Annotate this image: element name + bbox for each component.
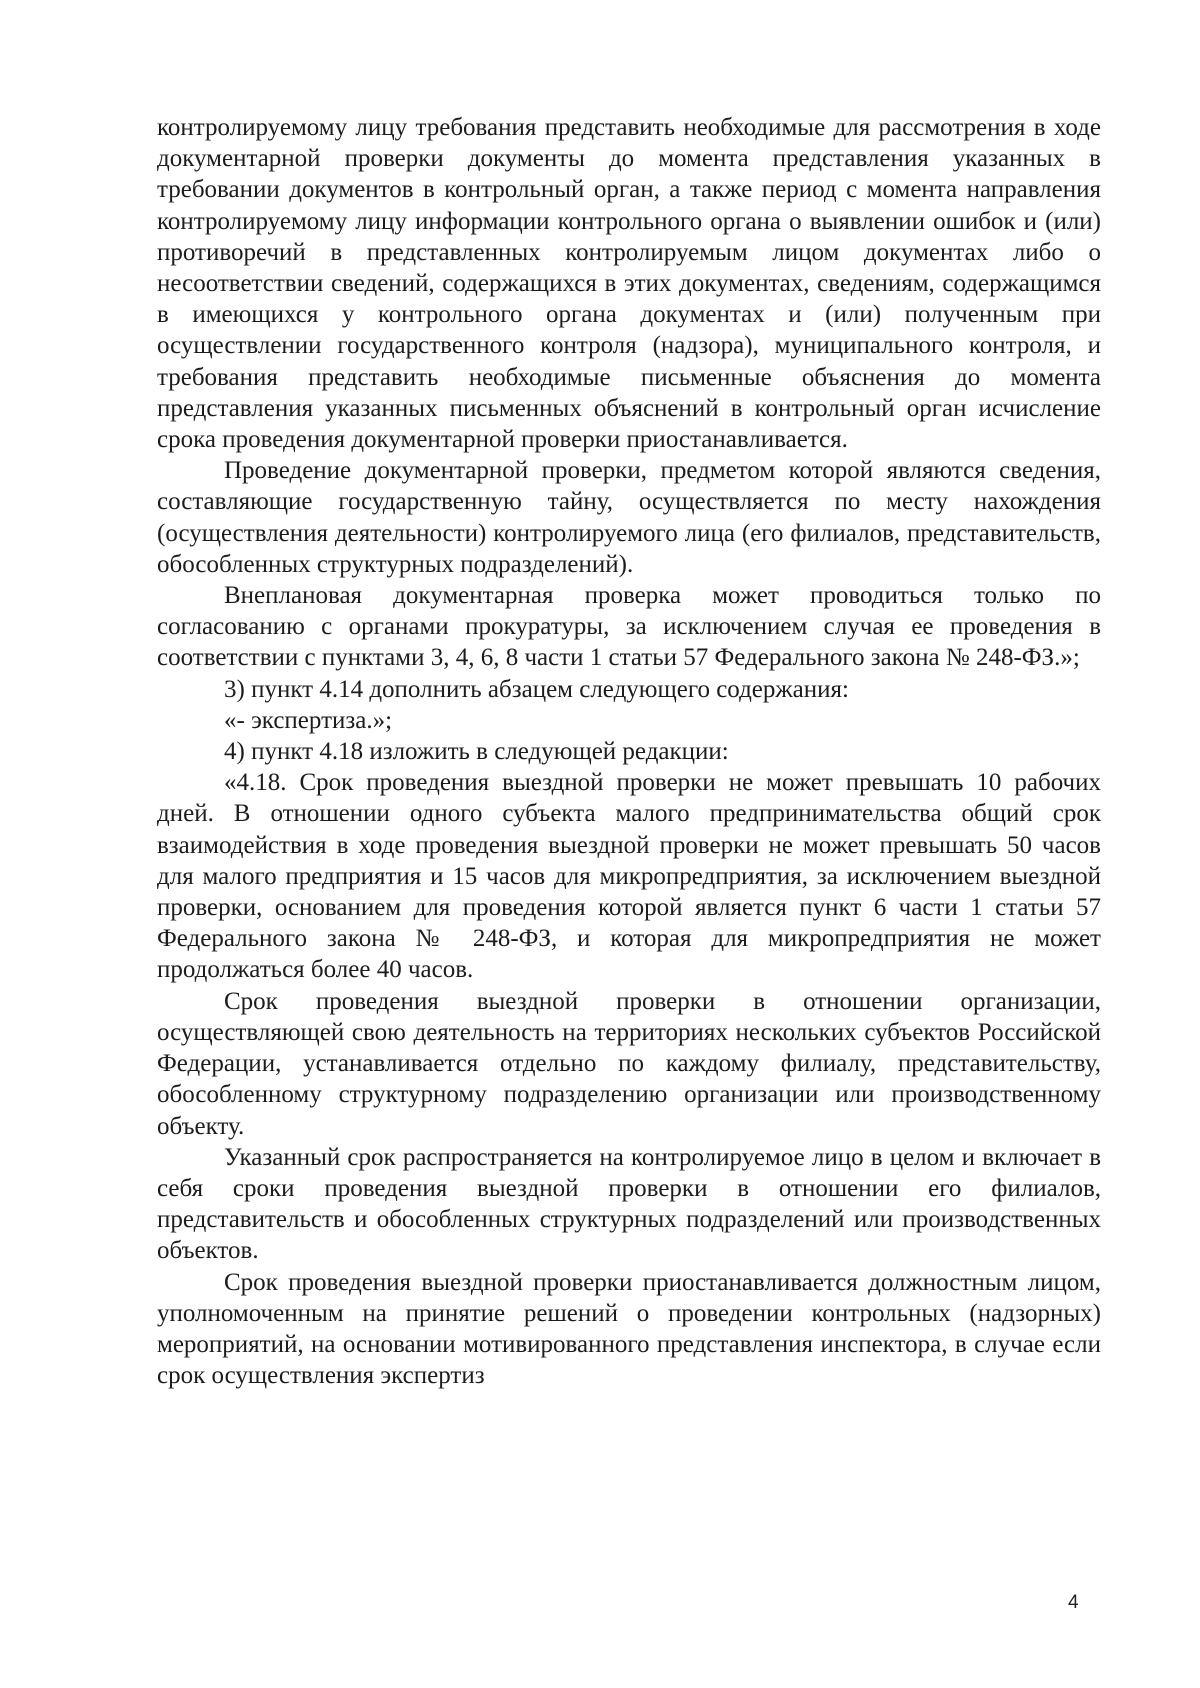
paragraph-expertise: «- экспертиза.»;	[224, 706, 393, 734]
page-number: 4	[1068, 1592, 1079, 1613]
paragraph-unscheduled-check: Внеплановая документарная проверка может проводиться только по согласованию с органами прокуратуры, за исключением случая ее проведения в соответствии с пунктами 3, 4, 6, 8 части 1 статьи 57 Федерального закона № 248-ФЗ.»;	[157, 582, 1101, 672]
paragraph-item-3: 3) пункт 4.14 дополнить абзацем следующего содержания:	[224, 675, 849, 703]
document-body	[157, 112, 1101, 1391]
paragraph-4-18: «4.18. Срок проведения выездной проверки не может превышать 10 рабочих дней. В отношении одного субъекта малого предпринимательства общий срок взаимодействия в ходе проведения выездной проверки не может превышать 50 часов для малого предприятия и 15 часов для микропредприятия, за исключением выездной проверки, основанием для проведения которой является пункт 6 части 1 статьи 57 Федерального закона № 248-ФЗ, и которая для микропредприятия не может продолжаться более 40 часов.	[157, 769, 1101, 984]
paragraph-state-secret: Проведение документарной проверки, предметом которой являются сведения, составляющие государственную тайну, осуществляется по месту нахождения (осуществления деятельности) контролируемого лица (его филиалов, представительств, обособленных структурных подразделений).	[157, 457, 1101, 578]
paragraph-suspension: Срок проведения выездной проверки приостанавливается должностным лицом, уполномоченным на принятие решений о проведении контрольных (надзорных) мероприятий, на основании мотивированного представления инспектора, в случае если срок осуществления экспертиз	[157, 1268, 1101, 1390]
paragraph-continuation: контролируемому лицу требования представить необходимые для рассмотрения в ходе документарной проверки документы до момента представления указанных в требовании документов в контрольный орган, а также период с момента направления контролируемому лицу информации контрольного органа о выявлении ошибок и (или) противоречий в представленных контролируемым лицом документах либо о несоответствии сведений, содержащихся в этих документах, сведениям, содержащимся в имеющихся у контрольного органа документах и (или) полученным при осуществлении государственного контроля (надзора), муниципального контроля, и требования представить необходимые письменные объяснения до момента представления указанных письменных объяснений в контрольный орган исчисление срока проведения документарной проверки приостанавливается.	[157, 114, 1101, 454]
paragraph-multi-region: Срок проведения выездной проверки в отношении организации, осуществляющей свою деятельность на территориях нескольких субъектов Российской Федерации, устанавливается отдельно по каждому филиалу, представительству, обособленному структурному подразделению организации или производственному объекту.	[157, 987, 1101, 1140]
paragraph-term-scope: Указанный срок распространяется на контролируемое лицо в целом и включает в себя сроки проведения выездной проверки в отношении его филиалов, представительств и обособленных структурных подразделений или производственных объектов.	[157, 1143, 1101, 1265]
paragraph-item-4: 4) пункт 4.18 изложить в следующей редакции:	[224, 738, 729, 766]
